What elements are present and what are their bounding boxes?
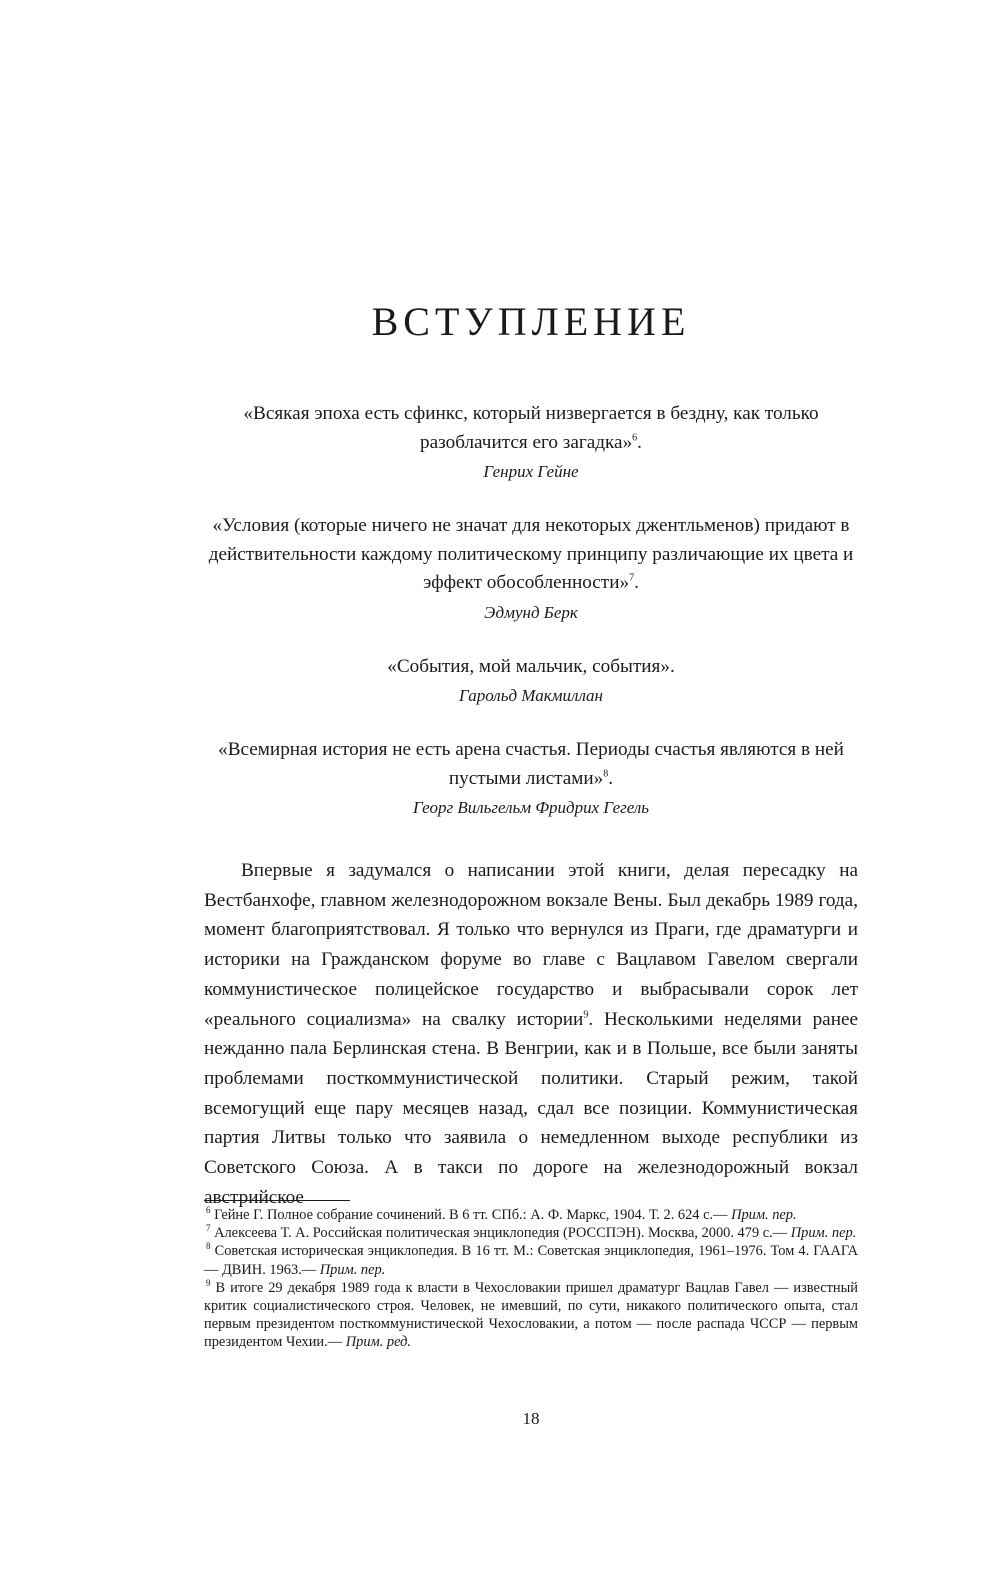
- footnote-note: Прим. пер.: [790, 1225, 857, 1242]
- epigraph-quote: «Всемирная история не есть арена счастья. Периоды счастья являются в ней пустыми листами»$^8$.: [218, 739, 844, 789]
- epigraph: [204, 653, 858, 712]
- footnote-note: Прим. пер.: [319, 1261, 386, 1278]
- footnotes: [204, 1206, 858, 1352]
- epigraph-quote: «Всякая эпоха есть сфинкс, который низвергается в бездну, как только разоблачится его загадка»$^6$.: [243, 403, 819, 453]
- footnote: $^6$ Гейне Г. Полное собрание сочинений. В 6 тт. СПб.: А. Ф. Маркс, 1904. Т. 2. 624 с.— Прим. пер.: [206, 1205, 797, 1223]
- footnote-note: Прим. пер.: [731, 1207, 797, 1223]
- epigraph-author: Георг Вильгельм Фридрих Гегель: [412, 798, 650, 817]
- footnote-note: Прим. ред.: [345, 1334, 411, 1351]
- epigraph: [204, 400, 858, 487]
- footnote-ref[interactable]: 9: [583, 1009, 589, 1021]
- footnote-number: 8: [206, 1241, 211, 1252]
- body-paragraph: Впервые я задумался о написании этой книги, делая пересадку на Вестбанхофе, главном железнодорожном вокзале Вены. Был декабрь 1989 года, момент благоприятствовал. Я только что вернулся из Праги, где драматурги и историки на Гражданском форуме во главе с Вацлавом Гавелом свергали коммунистическое полицейское государство и выбрасывали сорок лет «реального социализма» на свалку истории$^9$. Несколькими неделями ранее нежданно пала Берлинская стена. В Венгрии, как и в Польше, все были заняты проблемами посткоммунистической политики. Старый режим, такой всемогущий еще пару месяцев назад, сдал все позиции. Коммунистическая партия Литвы только что заявила о немедленном выходе республики из Советского Союза. А в такси по дороге на железнодорожный вокзал австрийское: [204, 860, 858, 1208]
- footnote: $^7$ Алексеева Т. А. Российская политическая энциклопедия (РОССПЭН). Москва, 2000. 479 с.— Прим. пер.: [206, 1223, 857, 1242]
- epigraph: [204, 512, 858, 628]
- footnote-divider: [204, 1200, 350, 1201]
- footnote-number: 6: [206, 1205, 211, 1216]
- book-page: [204, 0, 858, 1594]
- chapter-title: ВСТУПЛЕНИЕ: [371, 299, 691, 344]
- epigraph-author: Гарольд Макмиллан: [458, 686, 603, 705]
- footnote-ref[interactable]: 7: [629, 572, 635, 584]
- footnote-ref[interactable]: 6: [632, 432, 638, 444]
- footnote: $^9$ В итоге 29 декабря 1989 года к власти в Чехословакии пришел драматург Вацлав Гавел — известный критик социалистического строя. Человек, не имевший, по сути, никакого политического опыта, стал первым президентом посткоммунистической Чехословакии, а потом — после распада ЧССР — первым президентом Чехии.— Прим. ред.: [204, 1278, 858, 1351]
- page-number: 18: [522, 1409, 540, 1428]
- epigraph-author: Эдмунд Берк: [484, 602, 578, 622]
- epigraph-quote: «События, мой мальчик, события».: [387, 655, 675, 677]
- footnote-number: 9: [206, 1278, 211, 1289]
- epigraphs: [204, 400, 858, 823]
- footnote-ref[interactable]: 8: [603, 768, 609, 780]
- epigraph: [204, 736, 858, 823]
- epigraph-quote: «Условия (которые ничего не значат для некоторых джентльменов) придают в действительности каждому политическому принципу различающие их цвета и эффект обособленности»$^7$.: [208, 515, 854, 593]
- footnote-number: 7: [206, 1223, 211, 1234]
- epigraph-author: Генрих Гейне: [483, 462, 579, 481]
- footnote: $^8$ Советская историческая энциклопедия. В 16 тт. М.: Советская энциклопедия, 1961–1976. Том 4. ГААГА — ДВИН. 1963.— Прим. пер.: [204, 1241, 858, 1278]
